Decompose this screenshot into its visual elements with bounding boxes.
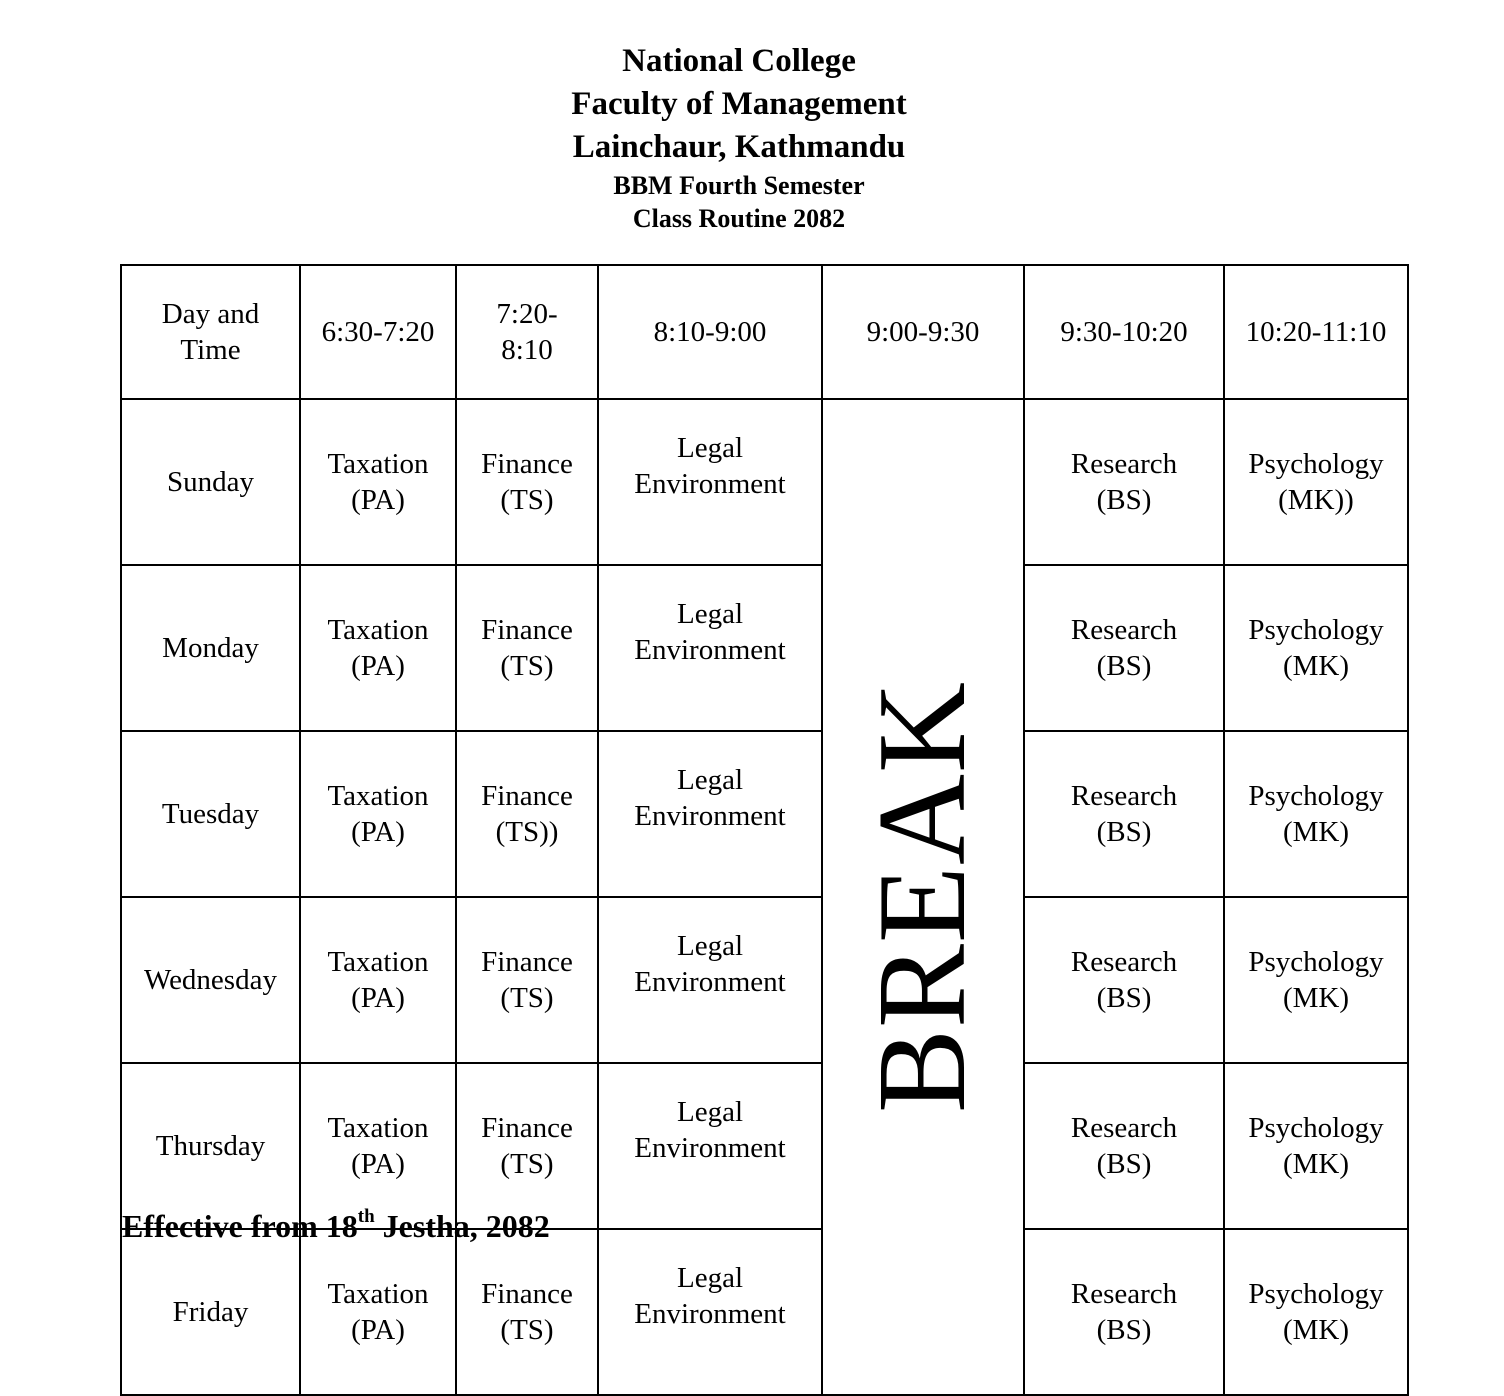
- table-row: [121, 1063, 1408, 1229]
- class-cell: Psychology (MK): [1224, 1063, 1408, 1229]
- table-row: [121, 565, 1408, 731]
- effective-suffix: Jestha, 2082: [374, 1208, 550, 1244]
- break-cell: [822, 399, 1024, 1395]
- class-cell: Legal Environment: [598, 1229, 822, 1395]
- class-cell: Taxation (PA): [300, 731, 456, 897]
- class-cell: Taxation (PA): [300, 1063, 456, 1229]
- class-cell: Taxation (PA): [300, 1229, 456, 1395]
- class-cell: Research (BS): [1024, 399, 1224, 565]
- class-cell: Finance (TS)): [456, 731, 598, 897]
- time-slot-header: 6:30-7:20: [300, 265, 456, 399]
- day-cell: Thursday: [121, 1063, 300, 1229]
- effective-prefix: Effective from 18: [122, 1208, 358, 1244]
- table-row: [121, 1229, 1408, 1395]
- class-cell: Legal Environment: [598, 897, 822, 1063]
- day-cell: Monday: [121, 565, 300, 731]
- class-cell: Legal Environment: [598, 1063, 822, 1229]
- header-row: [121, 265, 1408, 399]
- table-row: [121, 897, 1408, 1063]
- document-header: [0, 40, 1478, 235]
- college-location: Lainchaur, Kathmandu: [572, 129, 906, 165]
- day-cell: Friday: [121, 1229, 300, 1395]
- routine-title: Class Routine 2082: [632, 204, 846, 233]
- time-slot-header: 9:00-9:30: [822, 265, 1024, 399]
- time-slot-header: 10:20-11:10: [1224, 265, 1408, 399]
- time-slot-header: 9:30-10:20: [1024, 265, 1224, 399]
- college-name: National College: [622, 43, 856, 79]
- day-cell: Sunday: [121, 399, 300, 565]
- class-cell: Finance (TS): [456, 1229, 598, 1395]
- break-label: BREAK: [853, 680, 992, 1114]
- class-cell: Legal Environment: [598, 399, 822, 565]
- class-cell: Finance (TS): [456, 1063, 598, 1229]
- class-cell: Psychology (MK): [1224, 897, 1408, 1063]
- class-cell: Research (BS): [1024, 1229, 1224, 1395]
- class-cell: Finance (TS): [456, 897, 598, 1063]
- table-row: [121, 731, 1408, 897]
- program-name: BBM Fourth Semester: [613, 171, 865, 200]
- class-cell: Taxation (PA): [300, 565, 456, 731]
- class-cell: Psychology (MK): [1224, 1229, 1408, 1395]
- class-cell: Finance (TS): [456, 565, 598, 731]
- day-cell: Tuesday: [121, 731, 300, 897]
- class-cell: Legal Environment: [598, 731, 822, 897]
- class-cell: Taxation (PA): [300, 399, 456, 565]
- faculty-name: Faculty of Management: [571, 86, 907, 122]
- time-slot-header: 8:10-9:00: [598, 265, 822, 399]
- table-row: [121, 399, 1408, 565]
- day-time-header: Day and Time: [121, 265, 300, 399]
- class-cell: Taxation (PA): [300, 897, 456, 1063]
- effective-date: [122, 1208, 550, 1245]
- class-cell: Research (BS): [1024, 731, 1224, 897]
- class-cell: Research (BS): [1024, 897, 1224, 1063]
- class-cell: Research (BS): [1024, 565, 1224, 731]
- time-slot-header: 7:20- 8:10: [456, 265, 598, 399]
- day-cell: Wednesday: [121, 897, 300, 1063]
- class-cell: Psychology (MK): [1224, 731, 1408, 897]
- class-cell: Psychology (MK)): [1224, 399, 1408, 565]
- class-cell: Psychology (MK): [1224, 565, 1408, 731]
- class-cell: Legal Environment: [598, 565, 822, 731]
- ordinal-suffix: th: [357, 1206, 375, 1227]
- class-cell: Finance (TS): [456, 399, 598, 565]
- class-cell: Research (BS): [1024, 1063, 1224, 1229]
